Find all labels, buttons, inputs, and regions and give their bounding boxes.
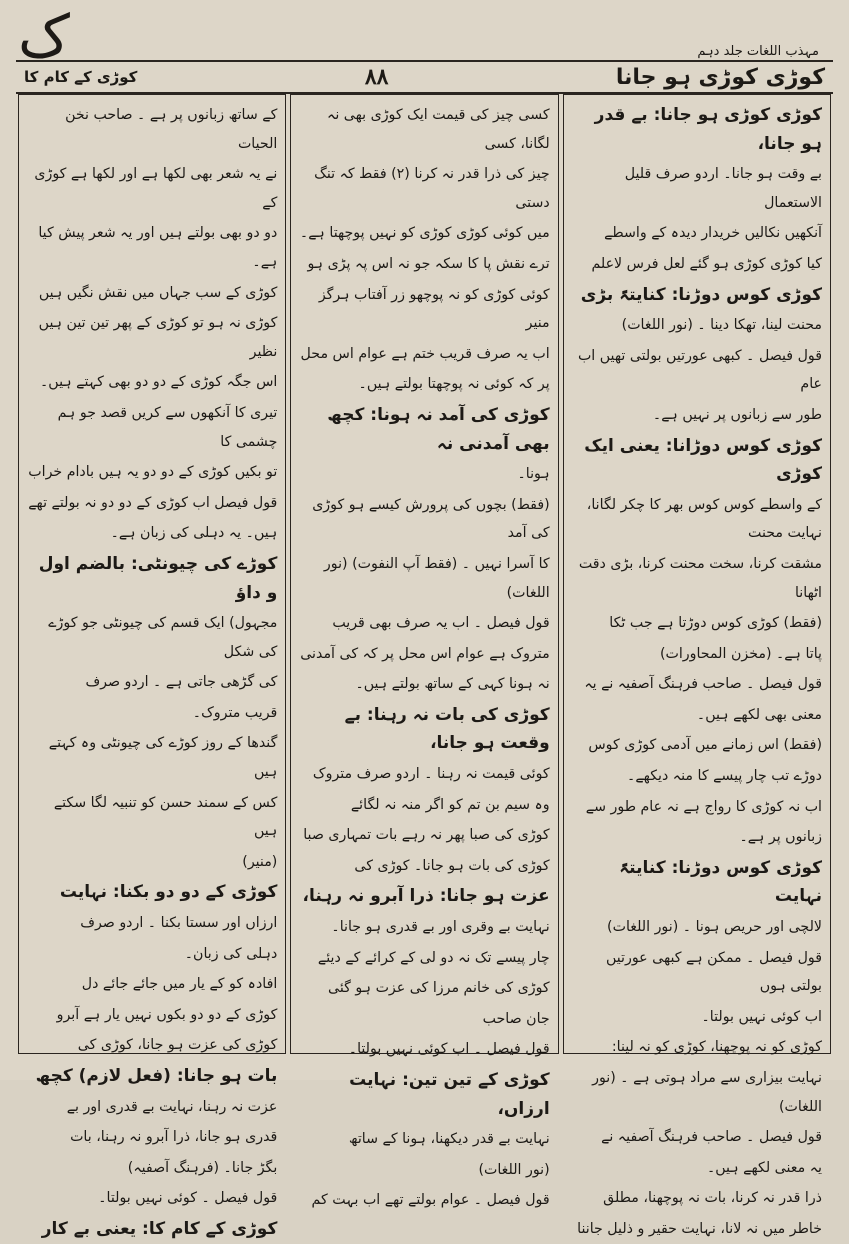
text-line: قول فیصل ۔ عوام بولتے تھے اب بہت کم: [311, 1192, 550, 1209]
text-line: کے ساتھ زبانوں پر ہے ۔ صاحب نخن الحیات: [65, 107, 278, 152]
text-line: اس جگہ کوڑی کے دو دو بھی کہتے ہیں۔: [39, 374, 278, 391]
text-line: یہ معنی لکھے ہیں۔: [706, 1159, 822, 1176]
text-line: کیا کوڑی کوڑی ہو گئے لعل فرس لاعلم: [591, 255, 822, 272]
text-line: کا آسرا نہیں ۔ (فقط آپ النفوت) (نور اللغات): [323, 555, 550, 601]
header-title-right: کوڑی کوڑی ہو جانا: [615, 64, 825, 90]
text-line: (نور اللغات): [478, 1161, 550, 1178]
text-line: کی گڑھی جاتی ہے ۔ اردو صرف: [85, 674, 278, 691]
text-line: قول فیصل ۔ صاحب فرہنگ آصفیہ نے یہ: [584, 676, 822, 693]
text-line: (فقط) کوڑی کوس دوڑتا ہے جب ٹکا: [609, 615, 822, 632]
text-line: بات ہو جانا: (فعل لازم) کچھ: [35, 1066, 278, 1086]
text-line: کوئی کوڑی کو نہ پوچھو زر آفتاب ہرگز منیر: [318, 286, 550, 332]
text-line: قول فیصل ۔ کوئی نہیں بولتا۔: [98, 1190, 278, 1207]
text-line: نے یہ شعر بھی لکھا ہے اور لکھا ہے کوڑی کے: [34, 166, 278, 211]
text-line: نہایت بے قدر دیکھنا، ہونا کے ساتھ: [348, 1131, 550, 1148]
text-line: ترے نقش پا کا سکہ جو نہ اس پہ پڑی ہو: [307, 255, 550, 272]
text-line: گندھا کے روز کوڑے کی چیونٹی وہ کہتے ہیں: [48, 735, 278, 781]
page-header: [16, 60, 833, 94]
header-title-left: کوڑی کے کام کا: [24, 68, 138, 86]
text-line: کوڑے کی چیونٹی: بالضم اول و داؤ: [38, 553, 278, 603]
text-line: قریب متروک۔: [192, 704, 278, 721]
text-line: کے واسطے کوس کوس بھر کا چکر لگانا، نہایت محنت: [586, 496, 822, 542]
text-line: قول فیصل اب کوڑی کے دو دو نہ بولتے تھے: [28, 494, 278, 511]
text-line: کوڑی کی آمد نہ ہونا: کچھ بھی آمدنی نہ: [327, 404, 550, 454]
text-line: کوڑی نہ ہو تو کوڑی کے پھر تین تین ہیں نظیر: [38, 315, 278, 360]
text-line: قول فیصل ۔ اب کوئی نہیں بولتا۔: [348, 1041, 550, 1058]
text-line: قول فیصل ۔ کبھی عورتیں بولتی تھیں اب عام: [577, 347, 822, 393]
text-line: کوڑی کی خانم مرزا کی عزت ہو گئی: [328, 980, 550, 997]
corner-letter-mark: ک: [18, 2, 70, 70]
text-line: کوڑی کوس دوڑانا: یعنی ایک کوڑی: [584, 435, 822, 485]
text-line: قول فیصل ۔ صاحب فرہنگ آصفیہ نے: [601, 1129, 822, 1146]
text-line: چیز کی ذرا قدر نہ کرنا (۲) فقط کہ تنگ دستی: [314, 166, 550, 211]
text-line: مشقت کرنا، سخت محنت کرنا، بڑی دقت اٹھانا: [578, 555, 822, 601]
book-volume-note: مہذب اللغات جلد دہم: [697, 44, 819, 59]
text-line: قدری ہو جانا، ذرا آبرو نہ رہنا، بات: [70, 1129, 278, 1146]
text-line: کوڑی کی صبا پھر نہ رہے بات تمہاری صبا: [303, 827, 550, 844]
text-line: طور سے زبانوں پر نہیں ہے۔: [652, 406, 822, 423]
text-line: مجہول) ایک قسم کی چیونٹی جو کوڑے کی شکل: [48, 615, 278, 660]
text-line: اب یہ صرف قریب ختم ہے عوام اس محل: [300, 345, 550, 362]
text-line: معنی بھی لکھے ہیں۔: [696, 706, 822, 723]
text-line: لالچی اور حریص ہونا ۔ (نور اللغات): [607, 919, 822, 936]
column-left: [18, 94, 286, 1239]
text-line: (فقط) بچوں کی پرورش کیسے ہو کوڑی کی آمد: [312, 496, 550, 542]
text-line: کوڑی کی بات ہو جانا۔ کوڑی کی: [354, 857, 550, 874]
text-line: متروک ہے عوام اس محل پر کہ کی آمدنی: [300, 645, 550, 662]
text-line: قول فیصل ۔ اب یہ صرف بھی قریب: [332, 615, 550, 632]
text-line: کوڑی کے دو دو بکوں نہیں یار ہے آبرو: [56, 1006, 278, 1023]
text-line: تیری کا آنکھوں سے کریں قصد جو ہم چشمی کا: [57, 404, 278, 450]
text-line: ہونا۔: [517, 466, 550, 483]
text-line: کوڑی کوس دوڑنا: کنایتہً بڑی: [580, 284, 822, 305]
text-line: چار پیسے تک نہ دو لی کے کرائے کے دیئے: [317, 949, 550, 966]
text-line: کوڑی کو نہ پوچھنا، کوڑی کو نہ لینا:: [611, 1039, 822, 1056]
text-line: بگڑ جانا۔ (فرہنگ آصفیہ): [127, 1159, 278, 1176]
text-line: جان صاحب: [482, 1010, 550, 1027]
text-columns: [16, 94, 833, 1239]
text-line: کوڑی کوڑی ہو جانا: بے قدر ہو جانا،: [594, 105, 822, 154]
text-line: کس کے سمند حسن کو تنبیہ لگا سکتے ہیں: [53, 794, 278, 840]
text-line: محنت لینا، تھکا دینا ۔ (نور اللغات): [621, 317, 822, 334]
text-line: نہ ہونا کہی کے ساتھ بولتے ہیں۔: [355, 676, 550, 693]
text-line: نہایت بے وقری اور بے قدری ہو جانا۔: [331, 919, 550, 936]
text-line: دہلی کی زبان۔: [184, 945, 278, 962]
text-line: کوڑی کے کام کا: یعنی بے کار: [41, 1218, 278, 1239]
column-right: [563, 94, 831, 1237]
text-line: کوڑی کی عزت ہو جانا، کوڑی کی: [77, 1037, 278, 1054]
text-line: پاتا ہے۔ (مخزن المحاورات): [659, 645, 822, 662]
text-line: خاطر میں نہ لانا، نہایت حقیر و ذلیل جاننا: [577, 1220, 822, 1237]
text-line: کوڑی کوس دوڑنا: کنایتہً نہایت: [619, 857, 822, 907]
text-line: کوڑی کے تین تین: نہایت ارزاں،: [349, 1070, 550, 1119]
text-line: اب نہ کوڑی کا رواج ہے نہ عام طور سے: [585, 798, 822, 815]
text-line: آنکھیں نکالیں خریدار دیدہ کے واسطے: [604, 225, 822, 242]
text-line: ذرا قدر نہ کرنا، بات نہ پوچھنا، مطلق: [603, 1190, 822, 1207]
column-middle: [290, 94, 558, 1209]
text-line: عزت نہ رہنا، نہایت بے قدری اور بے: [66, 1098, 278, 1115]
text-line: کوڑی کے سب جہاں میں نقش نگیں ہیں: [38, 284, 278, 301]
text-line: دو دو بھی بولتے ہیں اور یہ شعر پیش کیا ہے۔: [38, 225, 278, 270]
text-line: (منیر): [242, 853, 278, 870]
text-line: زبانوں پر ہے۔: [739, 829, 822, 846]
text-line: کوڑی کے دو دو بکنا: نہایت: [59, 882, 278, 903]
text-line: کوڑی کی بات نہ رہنا: بے وقعت ہو جانا،: [344, 704, 550, 754]
text-line: وہ سیم بن تم کو اگر منہ نہ لگائے: [350, 796, 550, 813]
text-line: نہایت بیزاری سے مراد ہوتی ہے ۔ (نور اللغات): [592, 1070, 822, 1115]
text-line: کسی چیز کی قیمت ایک کوڑی بھی نہ لگانا، کسی: [327, 107, 550, 152]
page-number: ۸۸: [364, 64, 389, 90]
text-line: قول فیصل ۔ ممکن ہے کبھی عورتیں بولتی ہوں: [605, 949, 822, 995]
text-line: اب کوئی نہیں بولتا۔: [701, 1008, 822, 1025]
text-line: میں کوئی کوڑی کوڑی کو نہیں پوچھتا ہے۔: [299, 225, 550, 242]
text-line: دوڑے تب چار پیسے کا منہ دیکھے۔: [627, 768, 822, 785]
text-line: ہیں۔ یہ دہلی کی زبان ہے۔: [110, 525, 278, 542]
text-line: بے وقت ہو جانا۔ اردو صرف قلیل الاستعمال: [624, 166, 822, 211]
text-line: تو بکیں کوڑی کے دو دو یہ ہیں بادام خراب: [28, 464, 278, 481]
text-line: افادہ کو کے یار میں جائے جائے دل: [81, 976, 278, 993]
text-line: (فقط) اس زمانے میں آدمی کوڑی کوس: [588, 737, 822, 754]
text-line: کوئی قیمت نہ رہنا ۔ اردو صرف متروک: [312, 766, 550, 783]
text-line: ارزاں اور سستا بکنا ۔ اردو صرف: [80, 915, 278, 932]
text-line: عزت ہو جانا: ذرا آبرو نہ رہنا،: [302, 886, 550, 907]
text-line: پر کہ کوئی نہ پوچھتا بولتے ہیں۔: [358, 376, 550, 393]
